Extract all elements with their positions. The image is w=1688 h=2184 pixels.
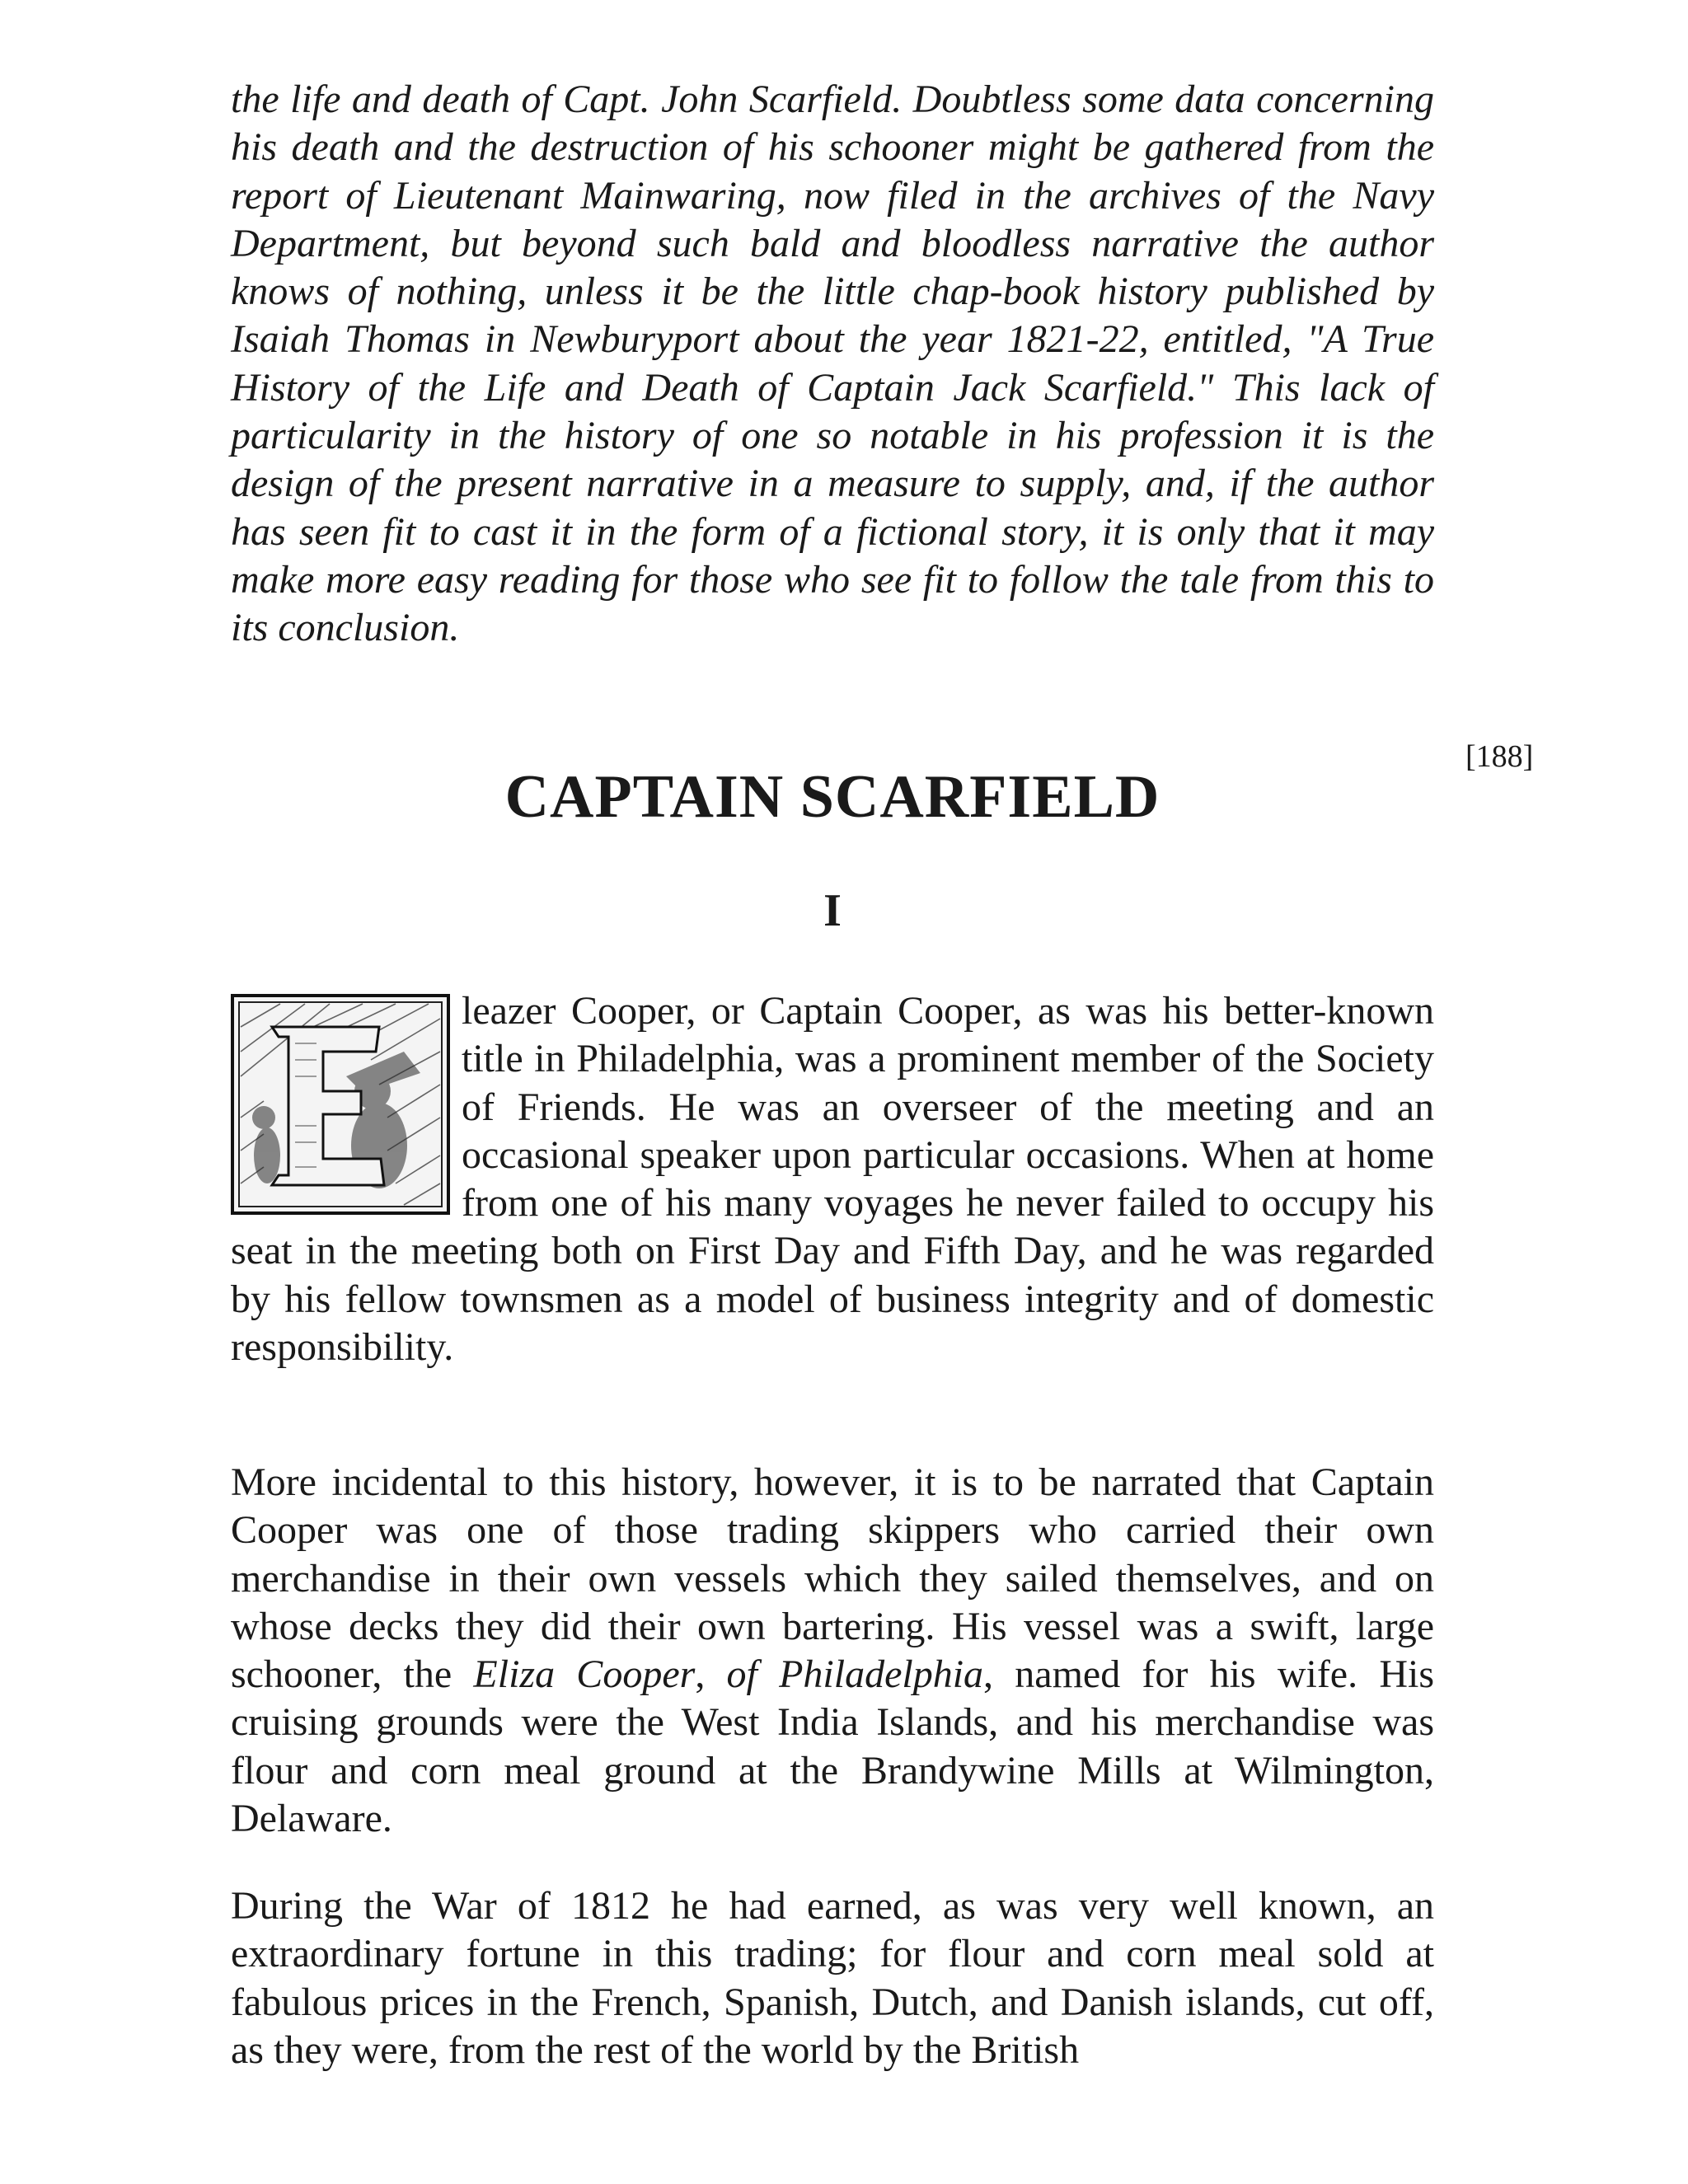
- section-numeral: I: [823, 885, 842, 936]
- paragraph-2-text-end: , named for his wife. His cruising grounds were the West India Islands, and his merchandise was flour and corn meal ground at the Brandywine Mills at Wilmington, Delaware.: [231, 1652, 1434, 1841]
- ship-name: Eliza Cooper: [473, 1652, 696, 1697]
- paragraph-1: [231, 987, 1434, 1371]
- page-number: [188]: [1465, 739, 1534, 774]
- paragraph-3: During the War of 1812 he had earned, as was very well known, an extraordinary fortune in this trading; for flour and corn meal sold at fabulous prices in the French, Spanish, Dutch, and Danish islands, cut off, as they were, from the rest of the world by the British: [231, 1884, 1434, 2072]
- chapter-title: CAPTAIN SCARFIELD: [504, 763, 1160, 831]
- paragraph-2-text-start: More incidental to this history, however, it is to be narrated that Captain Cooper was one of those trading skippers who carried their own merchandise in their own vessels which they sailed themselves, and on whose decks they did their own bartering. His vessel was a swift, large schooner, the: [231, 1460, 1434, 1697]
- ship-port: of Philadelphia: [726, 1652, 984, 1697]
- intro-paragraph: the life and death of Capt. John Scarfield. Doubtless some data concerning his death and the destruction of his schooner might be gathered from the report of Lieutenant Mainwaring, now filed in the archives of the Navy Department, but beyond such bald and bloodless narrative the author knows of nothing, unless it be the little chap-book history published by Isaiah Thomas in Newburyport about the year 1821-22, entitled, "A True History of the Life and Death of Captain Jack Scarfield." This lack of particularity in the history of one so notable in his profession it is the design of the present narrative in a measure to supply, and, if the author has seen fit to cast it in the form of a fictional story, it is only that it may make more easy reading for those who see fit to follow the tale from this to its conclusion.: [231, 77, 1434, 650]
- illuminated-initial-e-icon: [231, 994, 450, 1215]
- paragraph-2-separator: ,: [695, 1652, 727, 1697]
- paragraph-1-text: leazer Cooper, or Captain Cooper, as was his better-known title in Philadelphia, was a prominent member of the Society of Friends. He was an overseer of the meeting and an occasional speaker upon particular occasions. When at home from one of his many voyages he never failed to occupy his seat in the meeting both on First Day and Fifth Day, and he was regarded by his fellow townsmen as a model of business integrity and of domestic responsibility.: [231, 989, 1434, 1370]
- paragraph-2: [231, 1459, 1434, 1843]
